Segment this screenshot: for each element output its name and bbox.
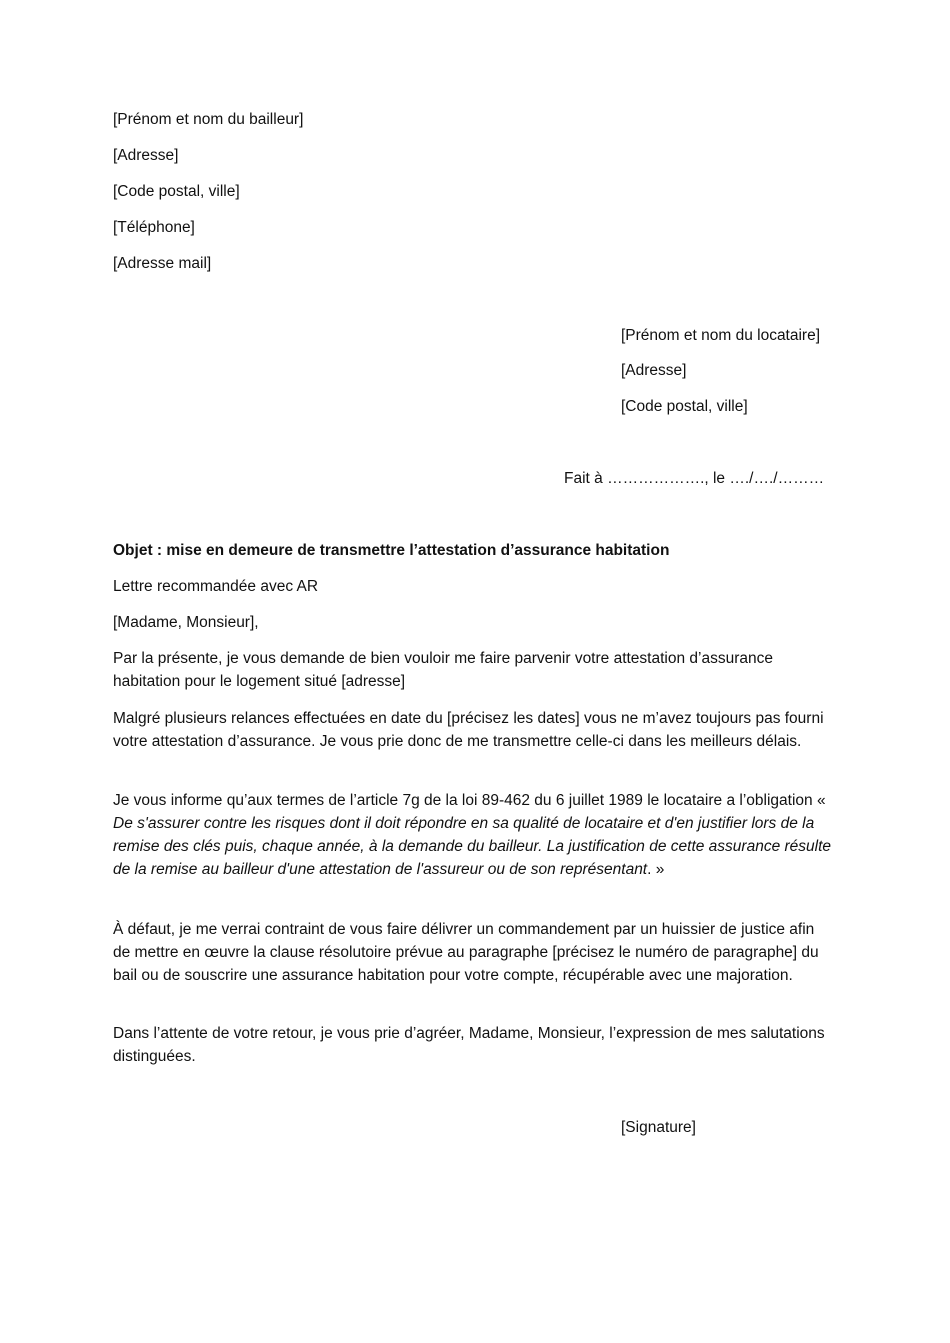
signature-placeholder: [Signature] <box>621 1119 696 1136</box>
legal-quote-end: . » <box>647 861 665 878</box>
place-date: Fait à ………………., le …./…./……… <box>564 470 825 487</box>
sender-email: [Adresse mail] <box>113 255 212 272</box>
sender-address: [Adresse] <box>113 147 179 164</box>
paragraph-closing: Dans l’attente de votre retour, je vous prie d’agréer, Madame, Monsieur, l’expression de mes salutations distinguées. <box>113 1025 825 1065</box>
paragraph-request: Par la présente, je vous demande de bien vouloir me faire parvenir votre attestation d’assurance habitation pour le logement situé [adresse] <box>113 650 773 690</box>
delivery-mode: Lettre recommandée avec AR <box>113 578 319 595</box>
legal-intro: Je vous informe qu’aux termes de l’article 7g de la loi 89-462 du 6 juillet 1989 le locataire a l’obligation « <box>113 792 826 809</box>
salutation: [Madame, Monsieur], <box>113 614 259 631</box>
paragraph-legal-obligation <box>113 789 833 881</box>
sender-postal-city: [Code postal, ville] <box>113 183 240 200</box>
recipient-name: [Prénom et nom du locataire] <box>621 327 821 344</box>
letter-subject: Objet : mise en demeure de transmettre l’attestation d’assurance habitation <box>113 542 670 559</box>
sender-phone: [Téléphone] <box>113 219 195 236</box>
recipient-address: [Adresse] <box>621 362 687 379</box>
paragraph-reminders: Malgré plusieurs relances effectuées en date du [précisez les dates] vous ne m’avez toujours pas fourni votre attestation d’assurance. Je vous prie donc de me transmettre celle-ci dans les meilleurs délais. <box>113 710 824 750</box>
legal-quote: De s'assurer contre les risques dont il doit répondre en sa qualité de locataire et d'en justifier lors de la remise des clés puis, chaque année, à la demande du bailleur. La justification de cette assurance résulte de la remise au bailleur d'une attestation de l'assureur ou de son représentant <box>113 815 832 878</box>
paragraph-consequences: À défaut, je me verrai contraint de vous faire délivrer un commandement par un huissier de justice afin de mettre en œuvre la clause résolutoire prévue au paragraphe [précisez le numéro de paragraphe] du bail ou de souscrire une assurance habitation pour votre compte, récupérable avec une majoration. <box>113 921 819 984</box>
sender-name: [Prénom et nom du bailleur] <box>113 111 304 128</box>
recipient-postal-city: [Code postal, ville] <box>621 398 748 415</box>
